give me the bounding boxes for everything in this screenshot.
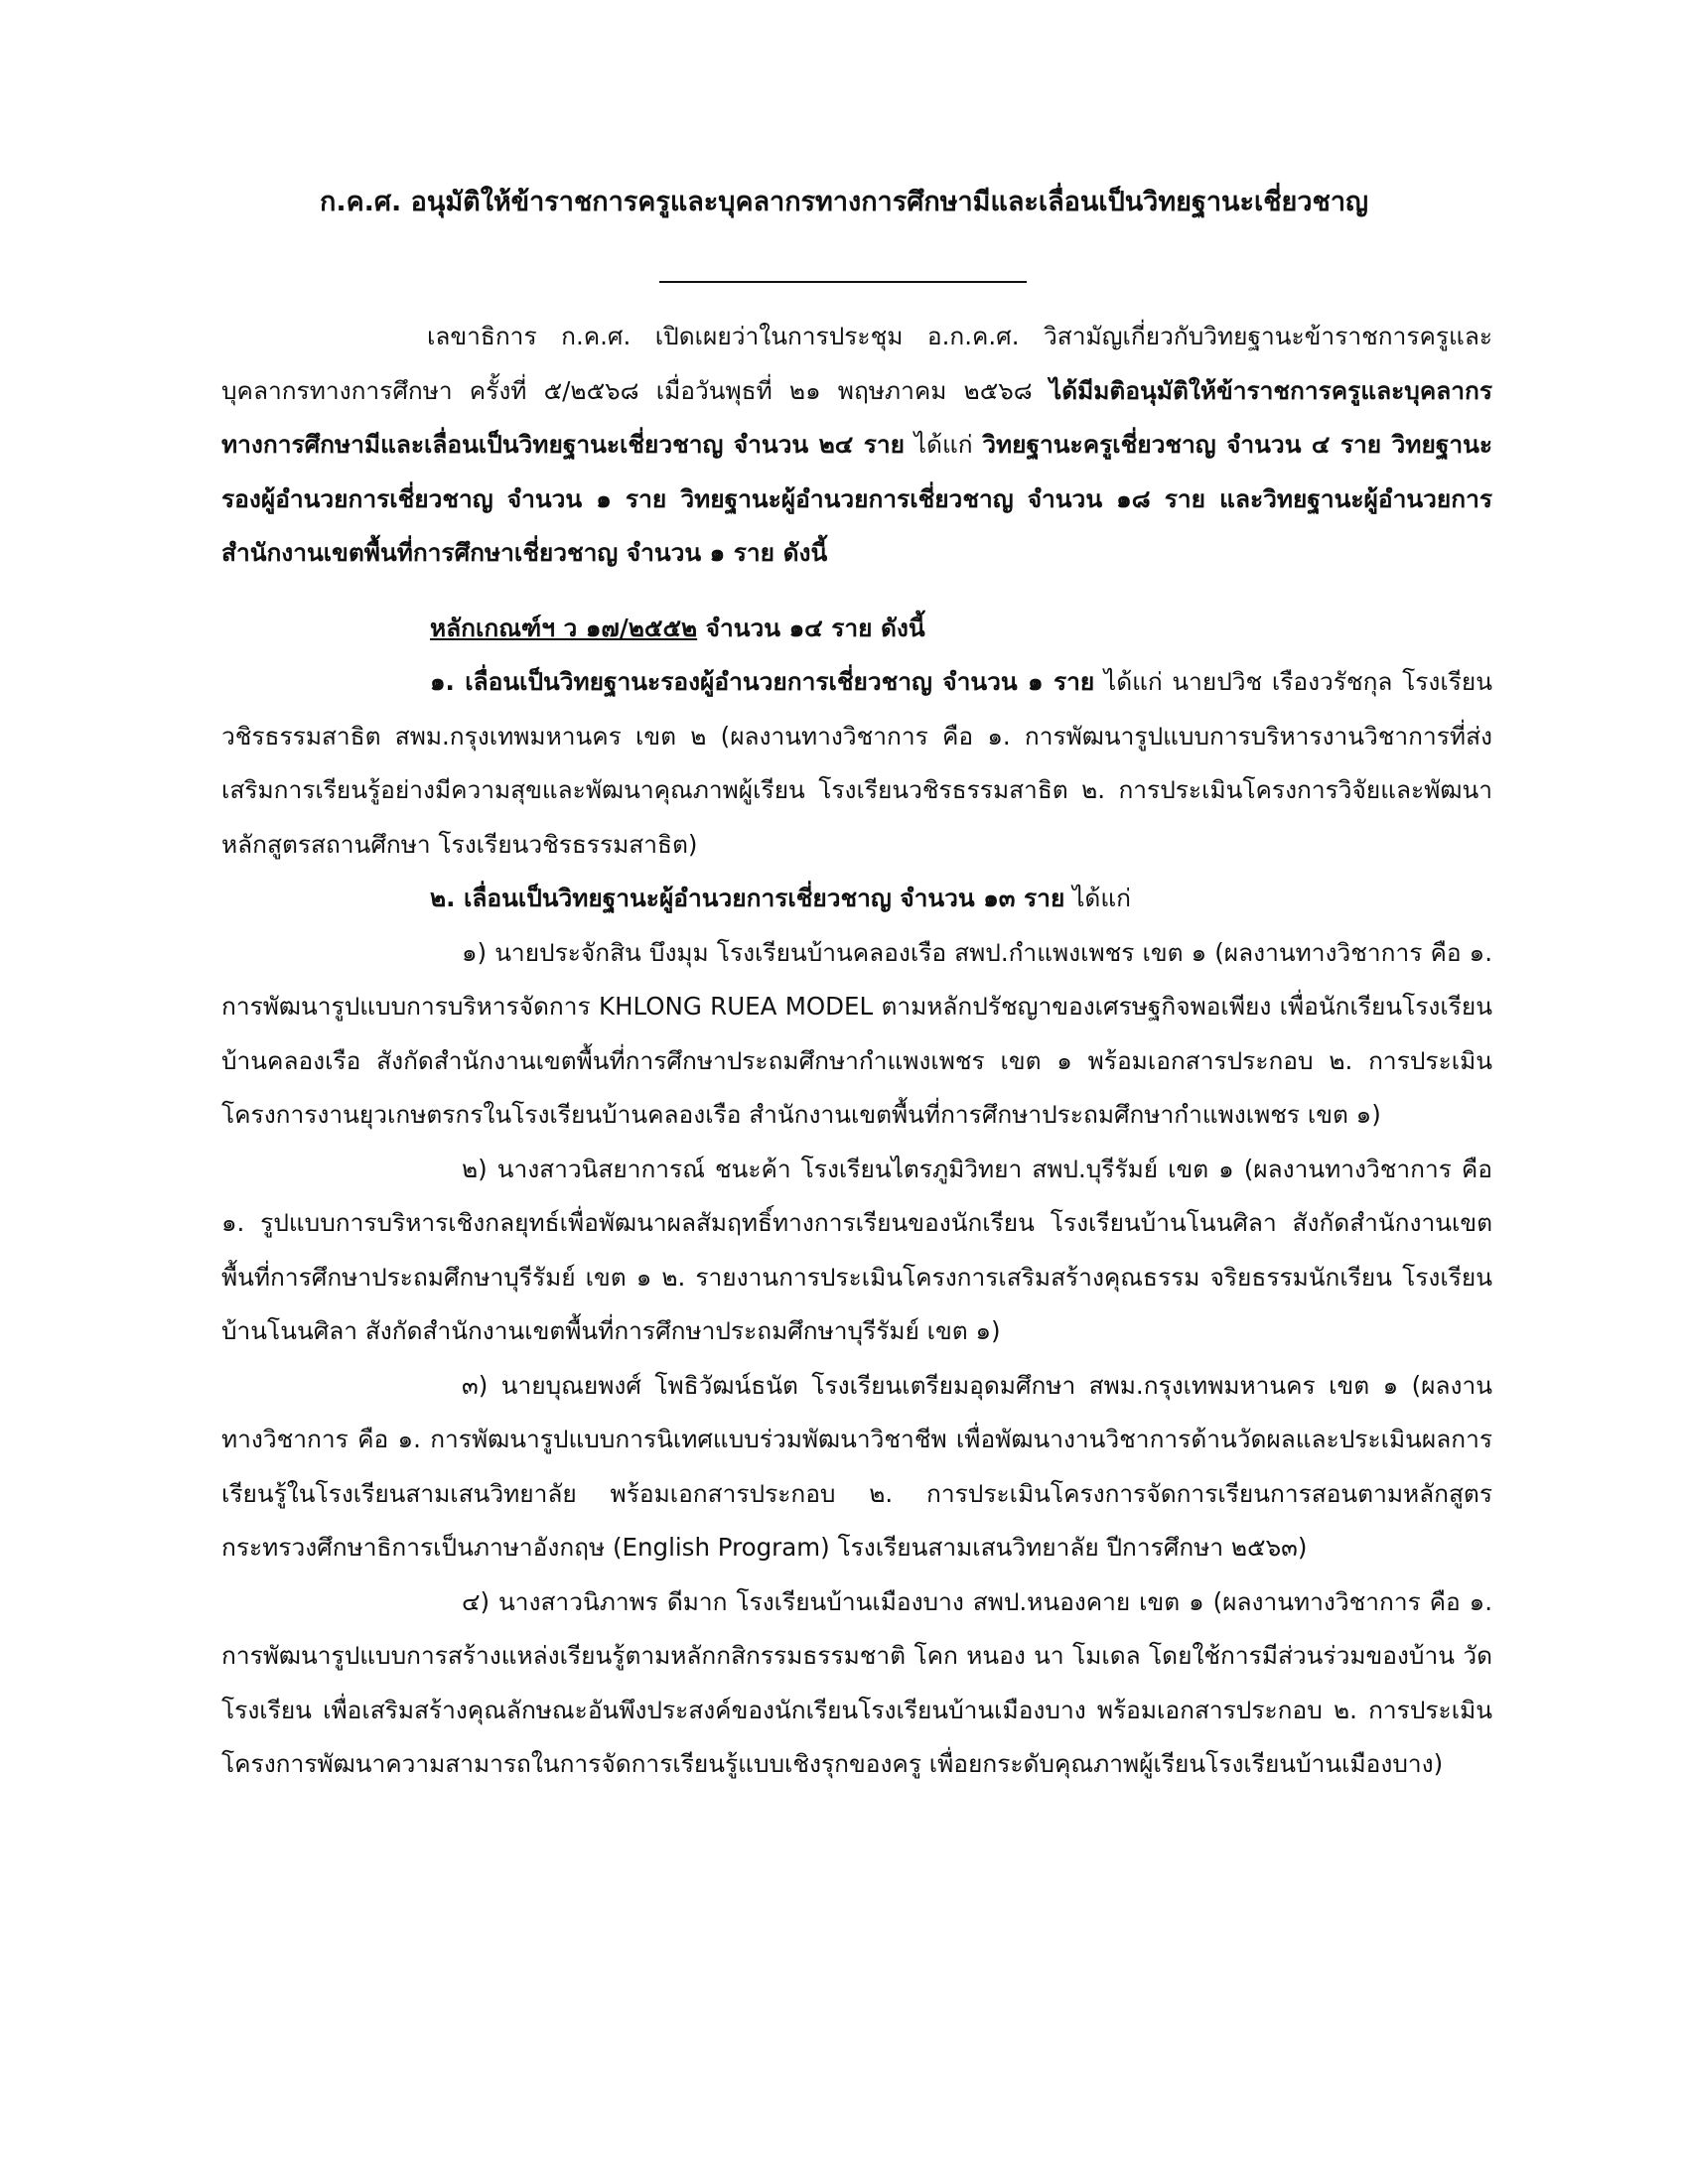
intro-bold-1: ได้มีมติอนุมัติให้ข้าราชการครูและบุคลากรทางการศึกษามีและเลื่อนเป็นวิทยฐานะเชี่ยวชาญ จำนวน ๒๔ ราย (221, 375, 1492, 459)
section-2-text: ได้แก่ (1064, 884, 1131, 912)
criteria-heading (221, 602, 1492, 656)
intro-text-1: เลขาธิการ ก.ค.ศ. เปิดเผยว่าในการประชุม อ.ก.ค.ศ. วิสามัญเกี่ยวกับวิทยฐานะข้าราชการครูและบุคลากรทางการศึกษา ครั้งที่ ๕/๒๕๖๘ เมื่อวันพุธที่ ๒๑ พฤษภาคม ๒๕๖๘ (221, 322, 1492, 405)
title-divider (659, 281, 1027, 283)
criteria-rest: จำนวน ๑๔ ราย ดังนี้ (697, 613, 925, 642)
section-1 (221, 655, 1492, 872)
list-item: ๒) นางสาวนิสยาการณ์ ชนะค้า โรงเรียนไตรภูมิวิทยา สพป.บุรีรัมย์ เขต ๑ (ผลงานทางวิชาการ คือ ๑. รูปแบบการบริหารเชิงกลยุทธ์เพื่อพัฒนาผลสัมฤทธิ์ทางการเรียนของนักเรียน โรงเรียนบ้านโนนศิลา สังกัดสำนักงานเขตพื้นที่การศึกษาประถมศึกษาบุรีรัมย์ เขต ๑ ๒. รายงานการประเมินโครงการเสริมสร้างคุณธรรม จริยธรรมนักเรียน โรงเรียนบ้านโนนศิลา สังกัดสำนักงานเขตพื้นที่การศึกษาประถมศึกษาบุรีรัมย์ เขต ๑) (221, 1154, 1492, 1345)
section-2-heading: ๒. เลื่อนเป็นวิทยฐานะผู้อำนวยการเชี่ยวชาญ จำนวน ๑๓ ราย (430, 884, 1065, 912)
section-1-heading: ๑. เลื่อนเป็นวิทยฐานะรองผู้อำนวยการเชี่ยวชาญ จำนวน ๑ ราย (430, 667, 1095, 696)
criteria-label: หลักเกณฑ์ฯ ว ๑๗/๒๕๕๒ (430, 613, 698, 642)
section-1-text: ได้แก่ นายปวิช เรืองวรัชกุล โรงเรียนวชิรธรรมสาธิต สพม.กรุงเทพมหานคร เขต ๒ (ผลงานทางวิชาการ คือ ๑. การพัฒนารูปแบบการบริหารงานวิชาการที่ส่งเสริมการเรียนรู้อย่างมีความสุขและพัฒนาคุณภาพผู้เรียน โรงเรียนวชิรธรรมสาธิต ๒. การประเมินโครงการวิจัยและพัฒนาหลักสูตรสถานศึกษา โรงเรียนวชิรธรรมสาธิต) (221, 667, 1492, 859)
document-title: ก.ค.ศ. อนุมัติให้ข้าราชการครูและบุคลากรทางการศึกษามีและเลื่อนเป็นวิทยฐานะเชี่ยวชาญ (319, 187, 1369, 217)
document-body (221, 310, 1492, 1792)
intro-paragraph (221, 310, 1492, 581)
intro-bold-2: วิทยฐานะครูเชี่ยวชาญ จำนวน ๔ ราย วิทยฐานะรองผู้อำนวยการเชี่ยวชาญ จำนวน ๑ ราย วิทยฐานะผู้อำนวยการเชี่ยวชาญ จำนวน ๑๘ ราย และวิทยฐานะผู้อำนวยการสำนักงานเขตพื้นที่การศึกษาเชี่ยวชาญ จำนวน ๑ ราย ดังนี้ (221, 430, 1492, 567)
section-2 (221, 872, 1492, 926)
intro-text-2: ได้แก่ (905, 430, 983, 459)
list-item: ๓) นายบุณยพงศ์ โพธิวัฒน์ธนัต โรงเรียนเตรียมอุดมศึกษา สพม.กรุงเทพมหานคร เขต ๑ (ผลงานทางวิชาการ คือ ๑. การพัฒนารูปแบบการนิเทศแบบร่วมพัฒนาวิชาชีพ เพื่อพัฒนางานวิชาการด้านวัดผลและประเมินผลการเรียนรู้ในโรงเรียนสามเสนวิทยาลัย พร้อมเอกสารประกอบ ๒. การประเมินโครงการจัดการเรียนการสอนตามหลักสูตรกระทรวงศึกษาธิการเป็นภาษาอังกฤษ (English Program) โรงเรียนสามเสนวิทยาลัย ปีการศึกษา ๒๕๖๓) (221, 1370, 1492, 1562)
list-item: ๑) นายประจักสิน บึงมุม โรงเรียนบ้านคลองเรือ สพป.กำแพงเพชร เขต ๑ (ผลงานทางวิชาการ คือ ๑. การพัฒนารูปแบบการบริหารจัดการ KHLONG RUEA MODEL ตามหลักปรัชญาของเศรษฐกิจพอเพียง เพื่อนักเรียนโรงเรียนบ้านคลองเรือ สังกัดสำนักงานเขตพื้นที่การศึกษาประถมศึกษากำแพงเพชร เขต ๑ พร้อมเอกสารประกอบ ๒. การประเมินโครงการงานยุวเกษตรกรในโรงเรียนบ้านคลองเรือ สำนักงานเขตพื้นที่การศึกษาประถมศึกษากำแพงเพชร เขต ๑) (221, 937, 1492, 1129)
list-item: ๔) นางสาวนิภาพร ดีมาก โรงเรียนบ้านเมืองบาง สพป.หนองคาย เขต ๑ (ผลงานทางวิชาการ คือ ๑. การพัฒนารูปแบบการสร้างแหล่งเรียนรู้ตามหลักกสิกรรมธรรมชาติ โคก หนอง นา โมเดล โดยใช้การมีส่วนร่วมของบ้าน วัด โรงเรียน เพื่อเสริมสร้างคุณลักษณะอันพึงประสงค์ของนักเรียนโรงเรียนบ้านเมืองบาง พร้อมเอกสารประกอบ ๒. การประเมินโครงการพัฒนาความสามารถในการจัดการเรียนรู้แบบเชิงรุกของครู เพื่อยกระดับคุณภาพผู้เรียนโรงเรียนบ้านเมืองบาง) (221, 1586, 1492, 1778)
